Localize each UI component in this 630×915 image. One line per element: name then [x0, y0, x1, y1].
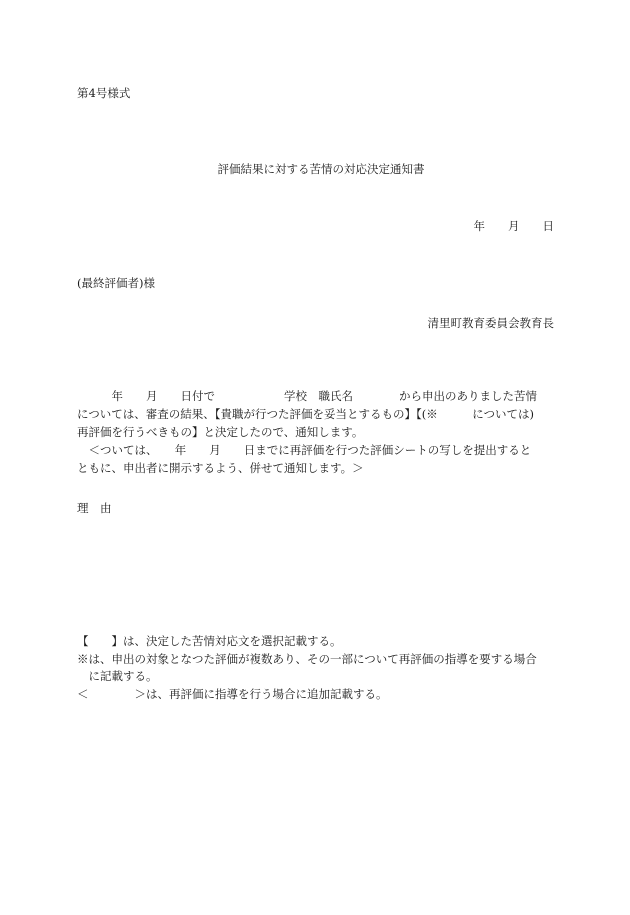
form-number: 第4号様式	[77, 86, 131, 100]
body-line: 再評価を行うべきもの】と決定したので、通知します。	[77, 425, 364, 439]
notes-section	[77, 633, 557, 703]
body-line: ＜ついては、 年 月 日までに再評価を行つた評価シートの写しを提出すると	[77, 443, 532, 457]
note-line: に記載する。	[77, 669, 158, 683]
reason-label: 理 由	[77, 501, 112, 515]
body-line: については、審査の結果、【貴職が行つた評価を妥当とするもの】【(※ については)	[77, 407, 535, 421]
sender: 清里町教育委員会教育長	[427, 316, 554, 330]
note-line: 【 】は、決定した苦情対応文を選択記載する。	[77, 634, 342, 648]
document-title: 評価結果に対する苦情の対応決定通知書	[217, 162, 425, 176]
note-line: ※は、申出の対象となつた評価が複数あり、その一部について再評価の指導を要する場合	[77, 651, 537, 666]
body-line: ともに、申出者に開示するよう、併せて通知します。＞	[77, 461, 364, 475]
note-line: ＜ ＞は、再評価に指導を行う場合に追加記載する。	[77, 686, 388, 701]
body-line: 年 月 日付で 学校 職氏名 から申出のありました苦情	[77, 389, 537, 403]
addressee: (最終評価者)様	[77, 276, 155, 290]
body-text	[77, 387, 555, 477]
date-line: 年 月 日	[473, 219, 554, 233]
